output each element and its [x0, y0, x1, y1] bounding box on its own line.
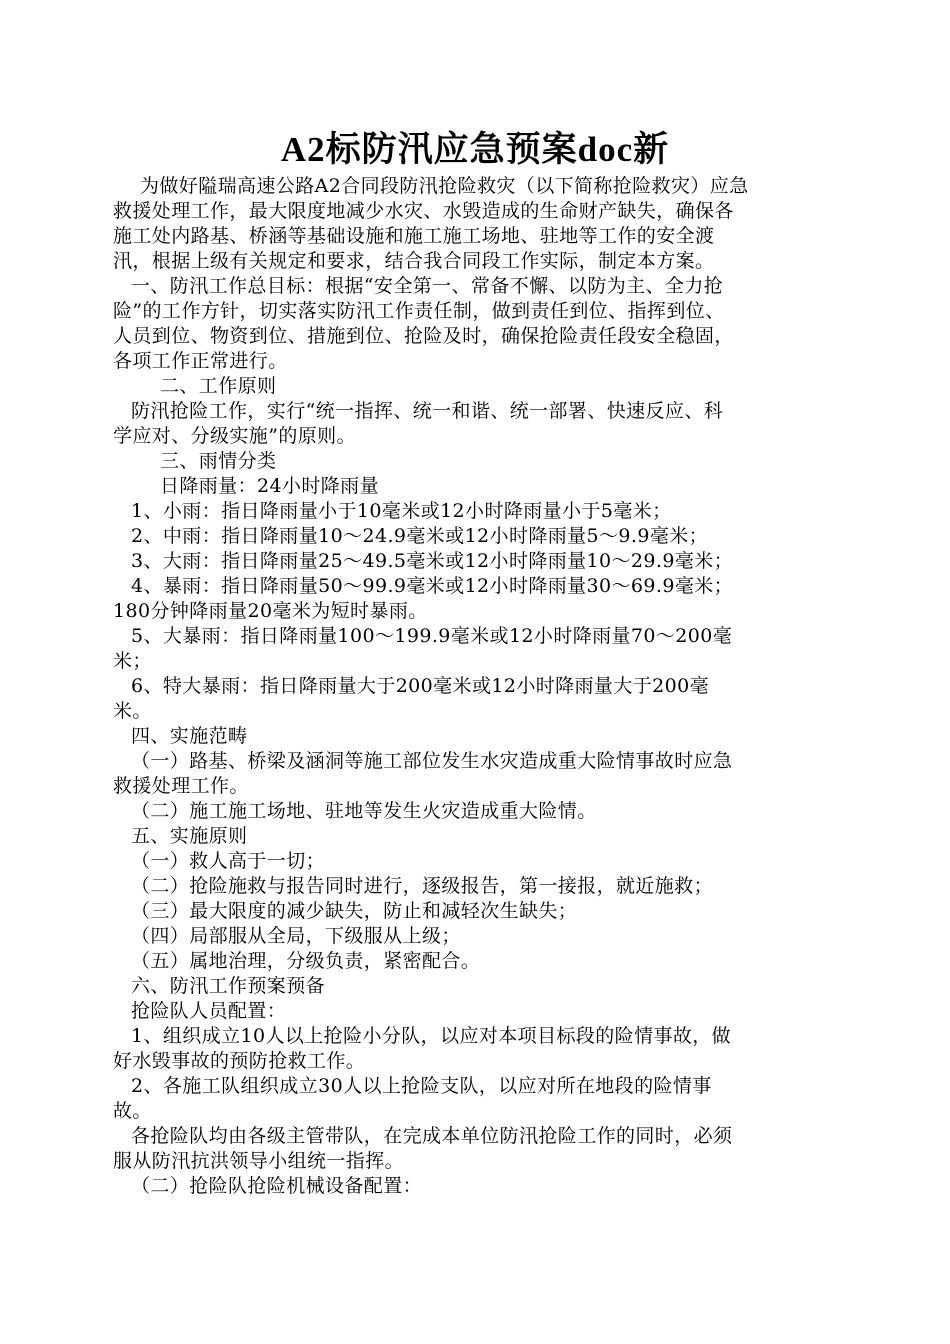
list-item: （一）救人高于一切；: [131, 850, 326, 872]
body-line: 施工处内路基、桥涵等基础设施和施工施工场地、驻地等工作的安全渡: [113, 225, 715, 247]
body-line: 180分钟降雨量20毫米为短时暴雨。: [113, 600, 428, 622]
body-line: 米；: [113, 650, 152, 672]
body-line: 汛，根据上级有关规定和要求，结合我合同段工作实际，制定本方案。: [113, 250, 715, 272]
list-item: 4、暴雨：指日降雨量50～99.9毫米或12小时降雨量30～69.9毫米；: [131, 575, 734, 597]
list-item: 2、中雨：指日降雨量10～24.9毫米或12小时降雨量5～9.9毫米；: [131, 525, 709, 547]
list-item: （二）施工施工场地、驻地等发生火灾造成重大险情。: [131, 800, 597, 822]
list-item: 2、各施工队组织成立30人以上抢险支队，以应对所在地段的险情事: [131, 1075, 712, 1097]
list-item: （一）路基、桥梁及涵洞等施工部位发生水灾造成重大险情事故时应急: [131, 750, 733, 772]
section-heading-4: 四、实施范畴: [131, 725, 248, 747]
list-item: 1、组织成立10人以上抢险小分队，以应对本项目标段的险情事故，做: [131, 1025, 732, 1047]
list-item: （四）局部服从全局，下级服从上级；: [131, 925, 461, 947]
body-line: 人员到位、物资到位、措施到位、抢险及时，确保抢险责任段安全稳固，: [113, 325, 734, 347]
body-line: 防汛抢险工作，实行“统一指挥、统一和谐、统一部署、快速反应、科: [131, 400, 724, 422]
list-item: （二）抢险队抢险机械设备配置：: [131, 1175, 423, 1197]
list-item: （三）最大限度的减少缺失，防止和减轻次生缺失；: [131, 900, 578, 922]
body-line: 救援处理工作。: [113, 775, 249, 797]
body-line: 抢险队人员配置：: [131, 1000, 287, 1022]
body-line: 米。: [113, 700, 152, 722]
body-line: 服从防汛抗洪领导小组统一指挥。: [113, 1150, 405, 1172]
list-item: （二）抢险施救与报告同时进行，逐级报告，第一接报，就近施救；: [131, 875, 714, 897]
list-item: （五）属地治理，分级负责，紧密配合。: [131, 950, 481, 972]
body-line: 学应对、分级实施”的原则。: [113, 425, 356, 447]
body-line: 各项工作正常进行。: [113, 350, 288, 372]
list-item: 3、大雨：指日降雨量25～49.5毫米或12小时降雨量10～29.9毫米；: [131, 550, 734, 572]
body-line: 故。: [113, 1100, 152, 1122]
section-heading-5: 五、实施原则: [131, 825, 248, 847]
section-heading-6: 六、防汛工作预案预备: [131, 975, 326, 997]
section-heading-2: 二、工作原则: [160, 375, 277, 397]
list-item: 6、特大暴雨：指日降雨量大于200毫米或12小时降雨量大于200毫: [131, 675, 709, 697]
list-item: 5、大暴雨：指日降雨量100～199.9毫米或12小时降雨量70～200毫: [131, 625, 733, 647]
body-line: 各抢险队均由各级主管带队，在完成本单位防汛抢险工作的同时，必须: [131, 1125, 733, 1147]
section-heading-3: 三、雨情分类: [160, 450, 277, 472]
body-line: 险”的工作方针，切实落实防汛工作责任制，做到责任到位、指挥到位、: [113, 300, 725, 322]
list-item: 1、小雨：指日降雨量小于10毫米或12小时降雨量小于5毫米；: [131, 500, 672, 522]
body-line: 为做好隘瑞高速公路A2合同段防汛抢险救灾（以下简称抢险救灾）应急: [140, 175, 749, 197]
document-title: A2标防汛应急预案doc新: [280, 130, 670, 169]
body-line: 救援处理工作，最大限度地减少水灾、水毁造成的生命财产缺失，确保各: [113, 200, 734, 222]
body-line: 日降雨量：24小时降雨量: [160, 475, 379, 497]
body-line: 好水毁事故的预防抢救工作。: [113, 1050, 366, 1072]
section-heading-1: 一、防汛工作总目标：根据“安全第一、常备不懈、以防为主、全力抢: [131, 275, 724, 297]
